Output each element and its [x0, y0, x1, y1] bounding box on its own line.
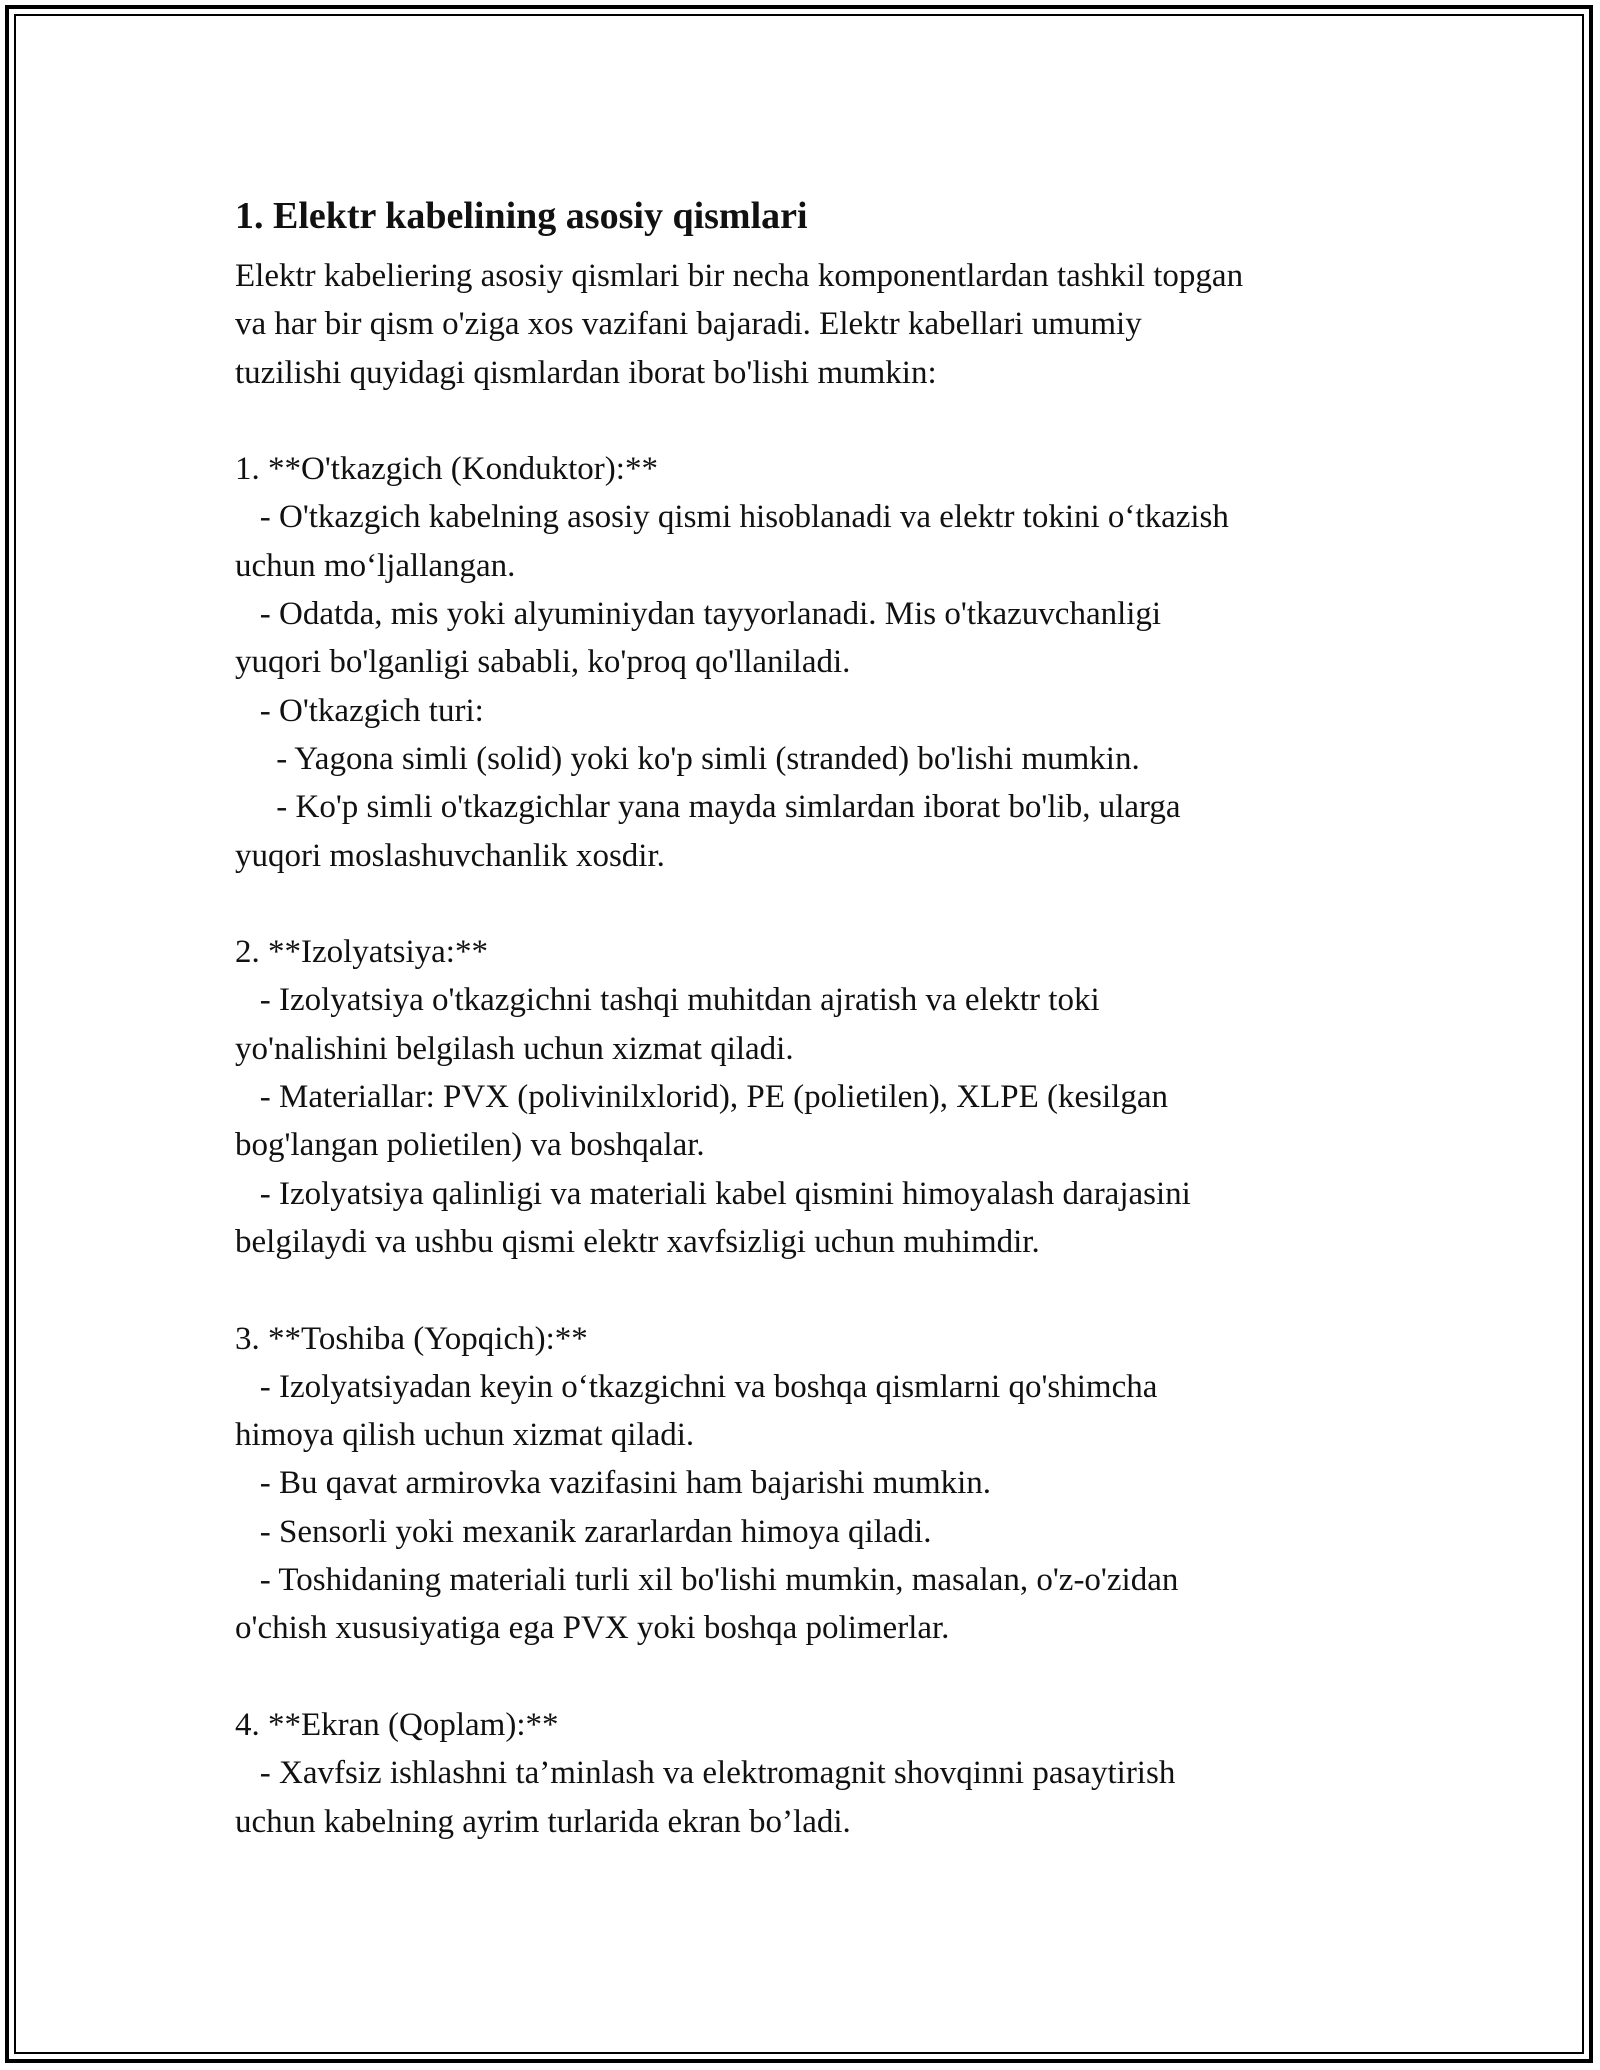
- text-line: yo'nalishini belgilash uchun xizmat qiladi.: [235, 1030, 794, 1067]
- text-line: belgilaydi va ushbu qismi elektr xavfsizligi uchun muhimdir.: [235, 1223, 1040, 1260]
- text-line: - Sensorli yoki mexanik zararlardan himoya qiladi.: [235, 1513, 932, 1550]
- blank-line: [235, 1266, 1365, 1314]
- text-line: - Izolyatsiya o'tkazgichni tashqi muhitdan ajratish va elektr toki: [235, 982, 1100, 1019]
- text-line: 4. **Ekran (Qoplam):**: [235, 1706, 559, 1743]
- text-line: - Izolyatsiya qalinligi va materiali kabel qismini himoyalash darajasini: [235, 1175, 1191, 1212]
- text-line: - Materiallar: PVX (polivinilxlorid), PE (polietilen), XLPE (kesilgan: [235, 1079, 1168, 1116]
- text-line: 2. **Izolyatsiya:**: [235, 934, 488, 971]
- blank-line: [235, 880, 1365, 928]
- text-line: - Bu qavat armirovka vazifasini ham bajarishi mumkin.: [235, 1465, 992, 1502]
- text-line: 3. **Toshiba (Yopqich):**: [235, 1320, 588, 1357]
- text-line: uchun mo‘ljallangan.: [235, 547, 516, 584]
- text-line: va har bir qism o'ziga xos vazifani bajaradi. Elektr kabellari umumiy: [235, 306, 1142, 343]
- text-line: - O'tkazgich turi:: [235, 692, 484, 729]
- text-line: - Ko'p simli o'tkazgichlar yana mayda simlardan iborat bo'lib, ularga: [235, 789, 1181, 826]
- text-line: yuqori bo'lganligi sababli, ko'proq qo'llaniladi.: [235, 644, 851, 681]
- document-text: [235, 252, 1365, 1846]
- document-title: 1. Elektr kabelining asosiy qismlari: [235, 195, 808, 237]
- blank-line: [235, 397, 1365, 445]
- text-line: - Odatda, mis yoki alyuminiydan tayyorlanadi. Mis o'tkazuvchanligi: [235, 596, 1162, 633]
- text-line: - Xavfsiz ishlashni ta’minlash va elektromagnit shovqinni pasaytirish: [235, 1755, 1176, 1792]
- text-line: o'chish xususiyatiga ega PVX yoki boshqa polimerlar.: [235, 1610, 950, 1647]
- text-line: - Izolyatsiyadan keyin o‘tkazgichni va boshqa qismlarni qo'shimcha: [235, 1368, 1158, 1405]
- text-line: - Toshidaning materiali turli xil bo'lishi mumkin, masalan, o'z-o'zidan: [235, 1562, 1179, 1599]
- text-line: - O'tkazgich kabelning asosiy qismi hisoblanadi va elektr tokini o‘tkazish: [235, 499, 1229, 536]
- blank-line: [235, 1653, 1365, 1701]
- text-line: - Yagona simli (solid) yoki ko'p simli (stranded) bo'lishi mumkin.: [235, 740, 1140, 777]
- text-line: uchun kabelning ayrim turlarida ekran bo’ladi.: [235, 1803, 851, 1840]
- text-line: bog'langan polietilen) va boshqalar.: [235, 1127, 705, 1164]
- text-line: himoya qilish uchun xizmat qiladi.: [235, 1417, 695, 1454]
- text-line: yuqori moslashuvchanlik xosdir.: [235, 837, 665, 874]
- text-line: 1. **O'tkazgich (Konduktor):**: [235, 451, 658, 488]
- text-line: tuzilishi quyidagi qismlardan iborat bo'lishi mumkin:: [235, 354, 937, 391]
- document-body: [235, 180, 1365, 1846]
- text-line: Elektr kabeliering asosiy qismlari bir necha komponentlardan tashkil topgan: [235, 258, 1244, 294]
